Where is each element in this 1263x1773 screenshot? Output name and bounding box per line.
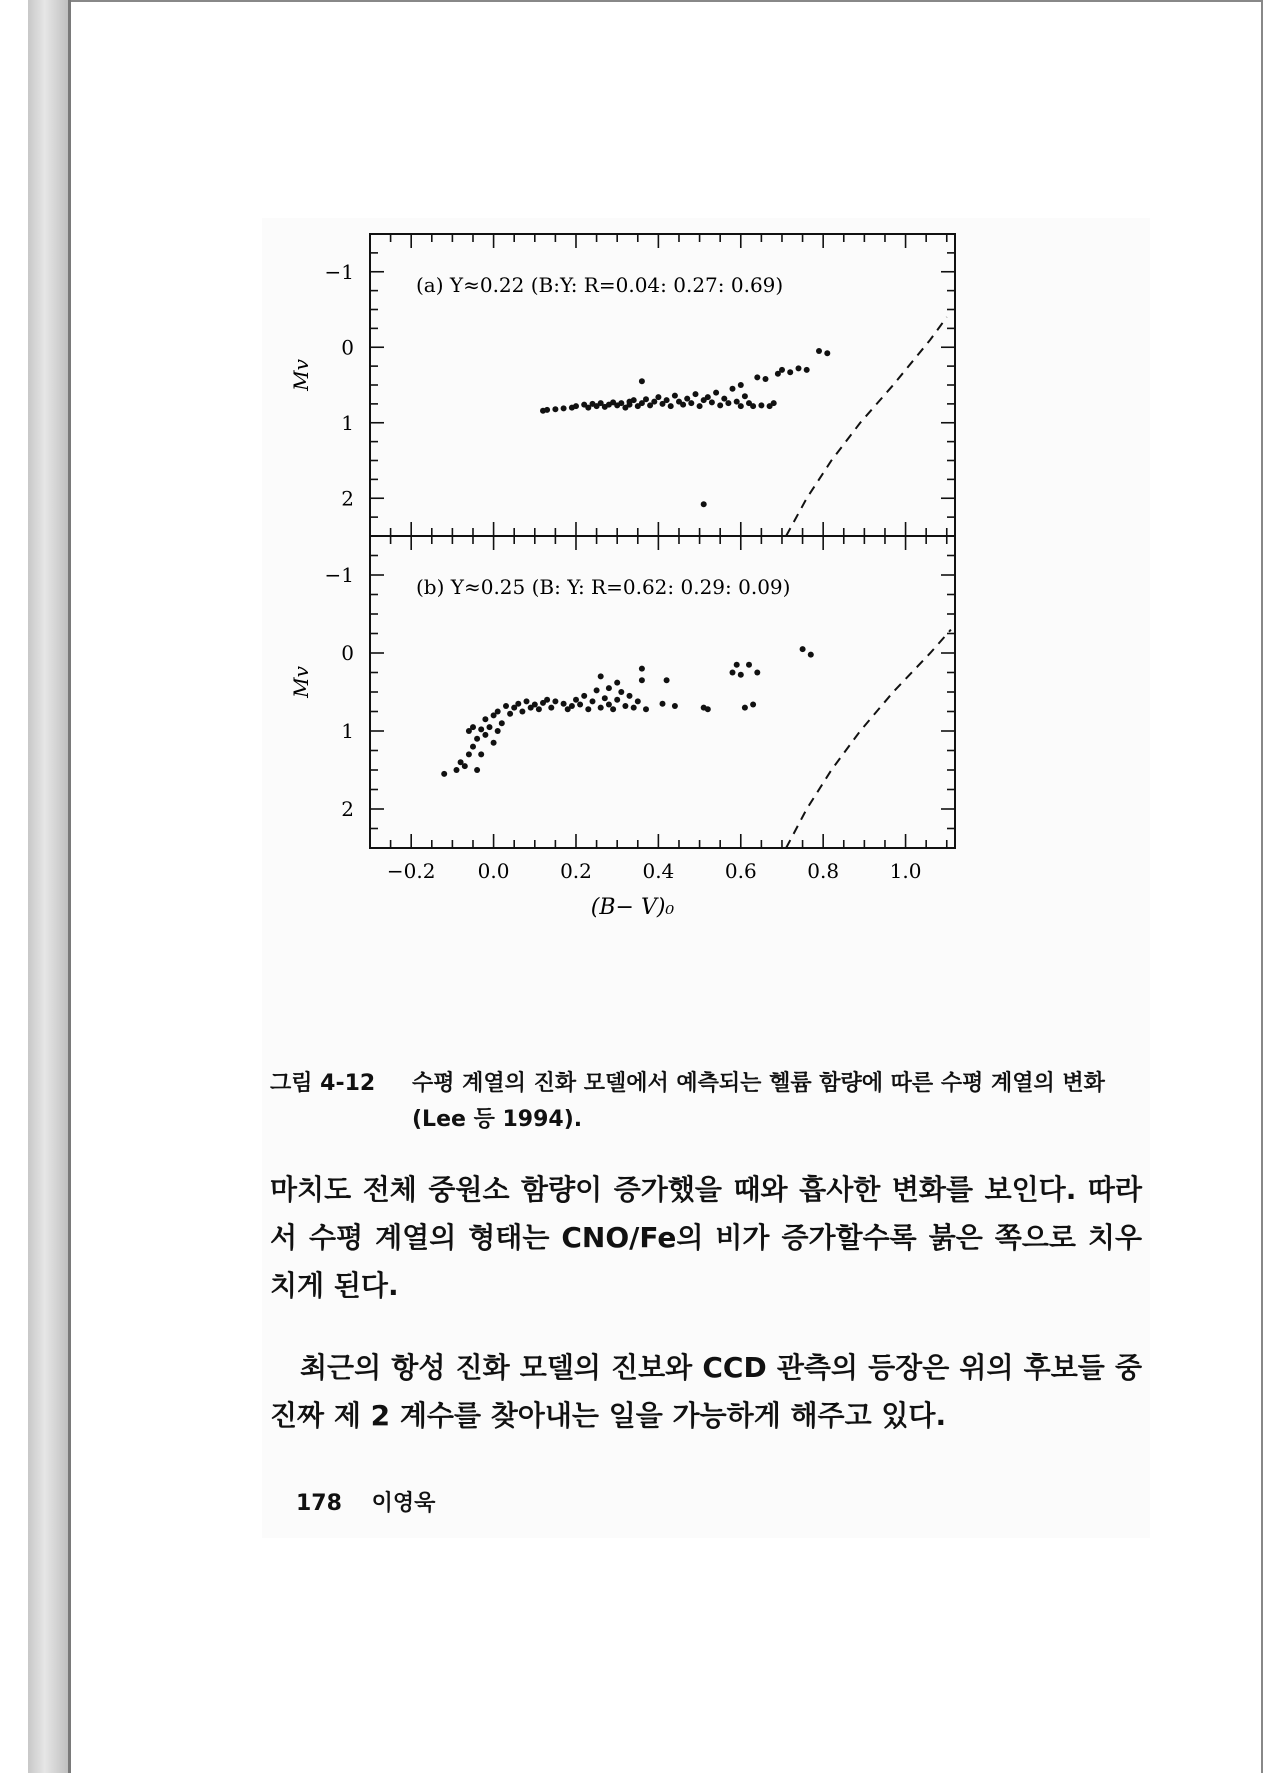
data-point <box>627 402 633 408</box>
data-point <box>824 350 830 356</box>
panel-a <box>289 234 955 536</box>
x-tick-label: 0.2 <box>560 859 592 883</box>
data-point <box>482 716 488 722</box>
data-point <box>804 367 810 373</box>
x-tick-label: 0.6 <box>724 859 757 883</box>
data-point <box>602 695 608 701</box>
data-point <box>573 403 579 409</box>
data-point <box>594 687 600 693</box>
x-tick-label: 0.8 <box>807 859 840 883</box>
data-point <box>499 720 505 726</box>
data-point <box>585 706 591 712</box>
data-point <box>688 400 694 406</box>
data-point <box>664 677 670 683</box>
data-point <box>618 400 624 406</box>
data-point <box>639 378 645 384</box>
data-point <box>622 703 628 709</box>
data-point <box>684 396 690 402</box>
data-point <box>507 711 513 717</box>
data-point <box>742 705 748 711</box>
caption-label: 그림 4-12 <box>270 1071 376 1096</box>
data-point <box>577 702 583 708</box>
data-point <box>519 709 525 715</box>
data-point <box>639 677 645 683</box>
panel-annotation: (b) Y≈0.25 (B: Y: R=0.62: 0.29: 0.09) <box>416 575 791 599</box>
data-point <box>544 697 550 703</box>
y-tick-label: −1 <box>324 259 354 284</box>
data-point <box>598 705 604 711</box>
data-point <box>668 403 674 409</box>
data-point <box>454 767 460 773</box>
data-point <box>771 400 777 406</box>
data-point <box>462 763 468 769</box>
x-tick-label: 0.4 <box>642 859 675 883</box>
data-point <box>734 399 740 405</box>
data-point <box>742 393 748 399</box>
x-tick-label: 0.0 <box>477 859 510 883</box>
data-point <box>750 702 756 708</box>
data-point <box>643 706 649 712</box>
author-name: 이영욱 <box>371 1491 436 1516</box>
data-point <box>701 501 707 507</box>
data-point <box>750 403 756 409</box>
data-point <box>618 689 624 695</box>
data-point <box>725 400 731 406</box>
data-point <box>474 736 480 742</box>
data-point <box>705 706 711 712</box>
data-point <box>787 369 793 375</box>
data-point <box>478 726 484 732</box>
y-tick-label: 2 <box>341 797 354 821</box>
data-point <box>643 396 649 402</box>
shared-axis-labels <box>591 895 675 920</box>
data-point <box>664 397 670 403</box>
data-point <box>800 646 806 652</box>
y-axis-label: Mv <box>289 359 313 391</box>
data-point <box>532 702 538 708</box>
data-point <box>717 402 723 408</box>
data-point <box>491 740 497 746</box>
data-point <box>754 374 760 380</box>
data-point <box>598 673 604 679</box>
data-point <box>503 703 509 709</box>
data-point <box>763 376 769 382</box>
y-tick-label: 1 <box>341 719 354 743</box>
data-point <box>746 662 752 668</box>
data-point <box>730 386 736 392</box>
x-axis-label: (B− V)₀ <box>590 895 675 920</box>
data-point <box>635 698 641 704</box>
data-point <box>573 697 579 703</box>
data-point <box>660 701 666 707</box>
caption-text: 수평 계열의 진화 모델에서 예측되는 헬륨 함량에 따른 수평 계열의 변화(Lee 등 1994). <box>412 1071 1105 1132</box>
data-point <box>655 394 661 400</box>
y-tick-label: 2 <box>341 486 354 511</box>
data-point <box>631 397 637 403</box>
data-point <box>713 390 719 396</box>
data-point <box>590 698 596 704</box>
data-point <box>697 403 703 409</box>
data-point <box>721 396 727 402</box>
data-point <box>709 399 715 405</box>
data-point <box>734 662 740 668</box>
data-point <box>610 706 616 712</box>
y-tick-label: 0 <box>341 641 354 665</box>
page-footer <box>296 1486 457 1517</box>
data-point <box>693 391 699 397</box>
data-point <box>515 701 521 707</box>
data-point <box>552 406 558 412</box>
page-number: 178 <box>296 1491 342 1516</box>
data-point <box>495 728 501 734</box>
hb-figure <box>262 230 1142 1020</box>
data-point <box>614 697 620 703</box>
data-point <box>561 701 567 707</box>
data-point <box>606 702 612 708</box>
data-point <box>606 685 612 691</box>
data-point <box>779 367 785 373</box>
data-point <box>466 751 472 757</box>
y-tick-label: 1 <box>341 410 354 435</box>
paragraph-2: 최근의 항성 진화 모델의 진보와 CCD 관측의 등장은 위의 후보들 중 진짜 제 2 계수를 찾아내는 일을 가능하게 해주고 있다. <box>270 1351 1142 1432</box>
isochrone-dashed-line <box>786 630 951 848</box>
figure-caption <box>270 1066 1152 1138</box>
data-point <box>614 680 620 686</box>
data-point <box>705 394 711 400</box>
x-tick-label: −0.2 <box>386 859 436 883</box>
data-point <box>672 393 678 399</box>
data-point <box>754 670 760 676</box>
data-point <box>680 402 686 408</box>
data-point <box>536 706 542 712</box>
y-axis-label: Mv <box>289 666 313 698</box>
panel-annotation: (a) Y≈0.22 (B:Y: R=0.04: 0.27: 0.69) <box>416 273 784 297</box>
data-point <box>482 732 488 738</box>
book-spine <box>28 0 70 1773</box>
paragraph-1: 마치도 전체 중원소 함량이 증가했을 때와 흡사한 변화를 보인다. 따라서 수평 계열의 형태는 CNO/Fe의 비가 증가할수록 붉은 쪽으로 치우치게 된다. <box>270 1173 1142 1302</box>
data-point <box>738 382 744 388</box>
x-tick-label: 1.0 <box>889 859 922 883</box>
isochrone-dashed-line <box>786 317 947 536</box>
data-point <box>544 407 550 413</box>
data-point <box>816 348 822 354</box>
data-point <box>470 744 476 750</box>
data-point <box>478 751 484 757</box>
panel-b <box>289 536 955 883</box>
data-point <box>524 698 530 704</box>
data-point <box>808 652 814 658</box>
y-tick-label: 0 <box>341 335 354 360</box>
data-point <box>758 402 764 408</box>
data-point <box>552 698 558 704</box>
data-point <box>561 405 567 411</box>
data-point <box>651 399 657 405</box>
data-point <box>672 703 678 709</box>
data-point <box>639 666 645 672</box>
data-point <box>495 709 501 715</box>
data-point <box>470 724 476 730</box>
data-point <box>569 703 575 709</box>
data-point <box>730 670 736 676</box>
data-point <box>738 403 744 409</box>
data-point <box>627 693 633 699</box>
data-point <box>631 705 637 711</box>
data-point <box>581 693 587 699</box>
data-point <box>474 767 480 773</box>
data-point <box>548 705 554 711</box>
data-point <box>796 365 802 371</box>
data-point <box>441 771 447 777</box>
y-tick-label: −1 <box>324 563 354 587</box>
data-point <box>738 672 744 678</box>
data-point <box>487 724 493 730</box>
